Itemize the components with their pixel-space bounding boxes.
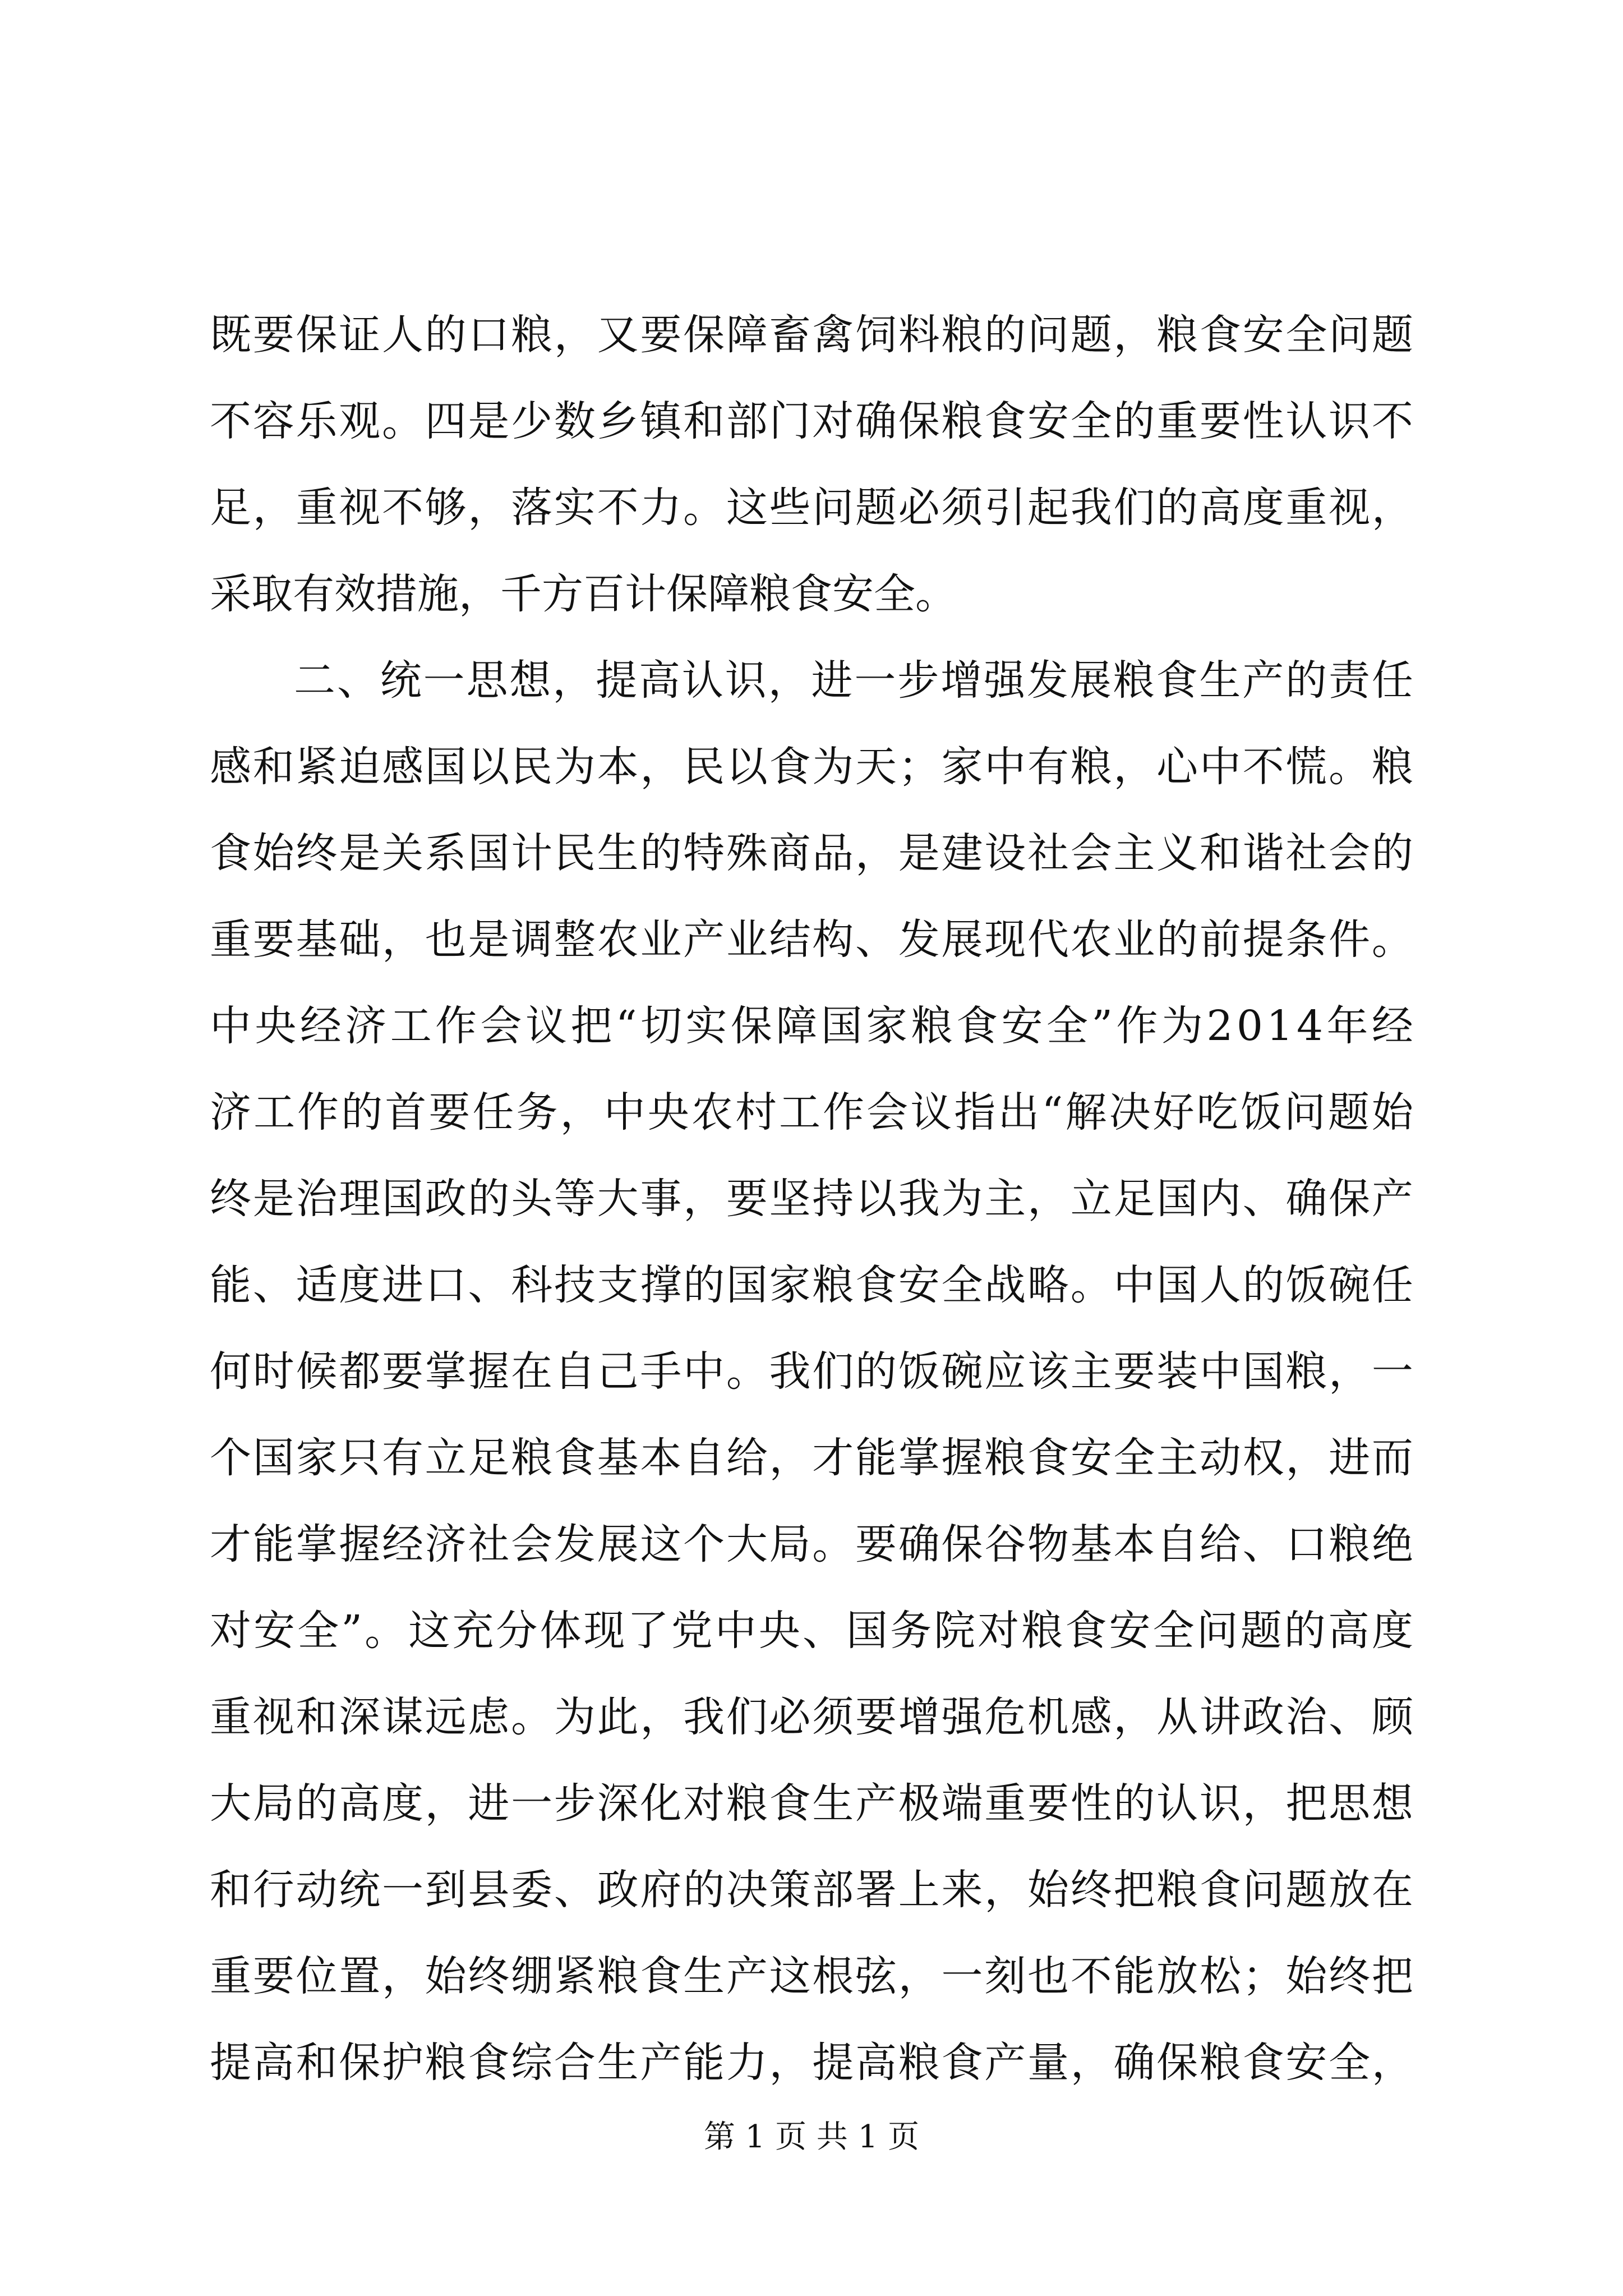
text-line-17: 重 视 和 深 谋 远 虑 。 为 此 ， 我 们 必 须 要 增 强 危 机 感 ， 从 讲 政 治 、 顾	[210, 1693, 1413, 1741]
text-line-11: 终 是 治 理 国 政 的 头 等 大 事 ， 要 坚 持 以 我 为 主 ， 立 足 国 内 、 确 保 产	[210, 1175, 1413, 1223]
text-line-19: 和 行 动 统 一 到 县 委 、 政 府 的 决 策 部 署 上 来 ， 始 终 把 粮 食 问 题 放 在	[210, 1866, 1413, 1914]
text-line-3: 足 ， 重 视 不 够 ， 落 实 不 力 。 这 些 问 题 必 须 引 起 我 们 的 高 度 重 视 ，	[210, 484, 1413, 532]
text-line-12: 能 、 适 度 进 口 、 科 技 支 撑 的 国 家 粮 食 安 全 战 略 。 中 国 人 的 饭 碗 任	[210, 1261, 1413, 1309]
text-line-2: 不 容 乐 观 。 四 是 少 数 乡 镇 和 部 门 对 确 保 粮 食 安 全 的 重 要 性 认 识 不	[210, 397, 1413, 445]
text-line-6: 感 和 紧 迫 感 国 以 民 为 本 ， 民 以 食 为 天 ； 家 中 有 粮 ， 心 中 不 慌 。 粮	[210, 743, 1413, 791]
text-line-10: 济 工 作 的 首 要 任 务 ， 中 央 农 村 工 作 会 议 指 出 “ 解 决 好 吃 饭 问 题 始	[210, 1088, 1413, 1137]
text-line-4: 采取有效措施，千方百计保障粮食安全。	[210, 570, 957, 618]
text-line-9: 中 央 经 济 工 作 会 议 把 “ 切 实 保 障 国 家 粮 食 安 全 ” 作 为 2 0 1 4 年 经	[210, 1002, 1413, 1050]
text-line-20: 重 要 位 置 ， 始 终 绷 紧 粮 食 生 产 这 根 弦 ， 一 刻 也 不 能 放 松 ； 始 终 把	[210, 1952, 1413, 2000]
text-line-15: 才 能 掌 握 经 济 社 会 发 展 这 个 大 局 。 要 确 保 谷 物 基 本 自 给 、 口 粮 绝	[210, 1520, 1413, 1568]
page-footer: 第 1 页 共 1 页	[703, 2119, 920, 2155]
text-line-8: 重 要 基 础 ， 也 是 调 整 农 业 产 业 结 构 、 发 展 现 代 农 业 的 前 提 条 件 。	[210, 915, 1413, 964]
text-line-13: 何 时 候 都 要 掌 握 在 自 己 手 中 。 我 们 的 饭 碗 应 该 主 要 装 中 国 粮 ， 一	[210, 1347, 1413, 1396]
text-line-14: 个 国 家 只 有 立 足 粮 食 基 本 自 给 ， 才 能 掌 握 粮 食 安 全 主 动 权 ， 进 而	[210, 1434, 1413, 1482]
text-line-16: 对 安 全 ” 。 这 充 分 体 现 了 党 中 央 、 国 务 院 对 粮 食 安 全 问 题 的 高 度	[210, 1607, 1413, 1655]
document-body	[210, 292, 1413, 2106]
text-line-21: 提 高 和 保 护 粮 食 综 合 生 产 能 力 ， 提 高 粮 食 产 量 ， 确 保 粮 食 安 全 ，	[210, 2039, 1413, 2087]
text-line-18: 大 局 的 高 度 ， 进 一 步 深 化 对 粮 食 生 产 极 端 重 要 性 的 认 识 ， 把 思 想	[210, 1779, 1413, 1828]
text-line-7: 食 始 终 是 关 系 国 计 民 生 的 特 殊 商 品 ， 是 建 设 社 会 主 义 和 谐 社 会 的	[210, 829, 1413, 877]
text-line-1: 既 要 保 证 人 的 口 粮 ， 又 要 保 障 畜 禽 饲 料 粮 的 问 题 ， 粮 食 安 全 问 题	[210, 311, 1413, 359]
text-line-5: 二 、 统 一 思 想 ， 提 高 认 识 ， 进 一 步 增 强 发 展 粮 食 生 产 的 责 任	[294, 656, 1413, 705]
